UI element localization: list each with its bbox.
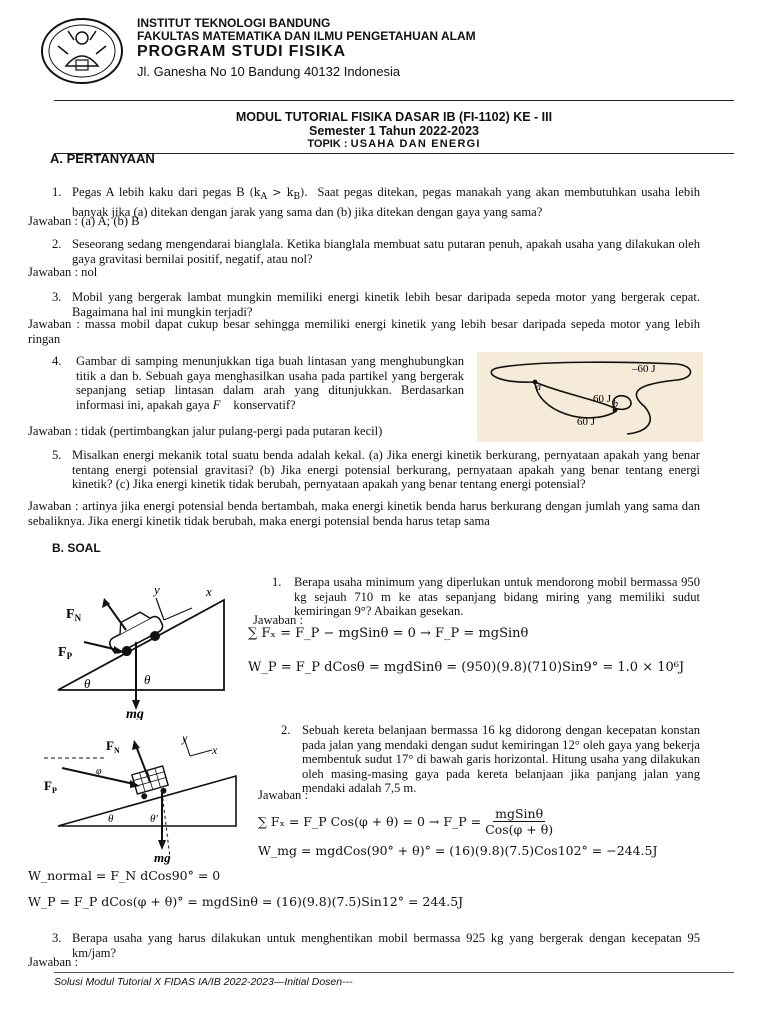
s2-eq1-lhs: ∑ Fₓ = F_P Cos(φ + θ) = 0 → F_P =: [258, 814, 482, 829]
s3-number: 3.: [52, 931, 62, 945]
answer-3: Jawaban : massa mobil dapat cukup besar sehingga memiliki energi kinetik yang lebih besar daripada sepeda motor yang lebih ringan: [28, 317, 700, 346]
question-5: Misalkan energi mekanik total suatu benda adalah kekal. (a) Jika energi kinetik berkurang, pernyataan apakah yang benar tentang energi potensial gravitasi? (b) Jika energi potensial berkurang, pernyataan apakah yang benar tentang energi kinetik? (c) Jika energi kinetik tidak berubah, pernyataan apakah yang benar tentang energi potensial?: [72, 448, 700, 492]
topic-label: TOPIK :: [307, 138, 348, 150]
q1-number: 1.: [52, 185, 62, 199]
s2-number: 2.: [281, 723, 291, 737]
label-minus-60j: –60 J: [632, 363, 656, 375]
module-title: MODUL TUTORIAL FISIKA DASAR IB (FI-1102) KE - III: [235, 110, 553, 124]
header-rule: [54, 100, 734, 101]
label-60j-upper: 60 J: [593, 393, 612, 405]
s2-eq1-fraction: [485, 806, 553, 837]
answer-5: Jawaban : artinya jika energi potensial benda bertambah, maka energi kinetik benda harus berkurang dengan jumlah yang sama dan sebaliknya. Jika energi kinetik tidak berubah, maka energi potensial benda harus tetap sama: [28, 499, 700, 528]
topic-line: [54, 138, 734, 150]
footer-text: Solusi Modul Tutorial X FIDAS IA/IB 2022-2023—Initial Dosen---: [54, 976, 353, 988]
x-axis-label: x: [206, 584, 212, 599]
fp-label: $F_P$: [58, 645, 73, 661]
question-4: Gambar di samping menunjukkan tiga buah lintasan yang menghubungkan titik a dan b. Sebuah gaya menghasilkan usaha pada partikel yang bergerak sepanjang setiap lintasan dalam arah yang ditunjukkan. Berdasarkan informasi ini, apakah gaya F⃗ konservatif?: [76, 354, 464, 412]
s2-equation-1: [258, 806, 553, 837]
soal-2: Sebuah kereta belanjaan bermassa 16 kg didorong dengan kecepatan konstan pada jalan yang mendaki dengan sudut kemiringan 12° oleh gaya yang bekerja membentuk sudut 17° di bawah garis horizontal. Hitung usaha yang dilakukan oleh masing-masing gaya pada kereta belanjaan jika panjang jalan yang mendaki adalah 7,5 m.: [302, 723, 700, 796]
itb-logo: [38, 16, 126, 86]
s2-eq1-denominator: Cos(φ + θ): [485, 822, 554, 837]
s1-equation-2: W_P = F_P dCosθ = mgdSinθ = (950)(9.8)(710)Sin9° = 1.0 × 10⁶J: [248, 660, 685, 675]
theta-label-3: θ: [108, 813, 114, 825]
question-1: Pegas A lebih kaku dari pegas B $(k_A > k_B)$. Saat pegas ditekan, pegas manakah yang akan membutuhkan usaha lebih banyak jika (a) ditekan dengan jarak yang sama dan (b) jika ditekan dengan gaya yang sama?: [72, 185, 700, 219]
paths-figure: [477, 352, 703, 442]
fn-label: $F_N$: [66, 607, 82, 623]
label-60j-lower: 60 J: [577, 416, 596, 428]
s2-equation-3: W_normal = F_N dCos90° = 0: [28, 868, 221, 883]
s2-answer-label: Jawaban :: [258, 788, 309, 802]
faculty-name: FAKULTAS MATEMATIKA DAN ILMU PENGETAHUAN ALAM: [137, 29, 476, 43]
topic: USAHA DAN ENERGI: [350, 138, 481, 150]
s3-answer-label: Jawaban :: [28, 955, 79, 969]
point-b-label: b: [613, 399, 618, 410]
s2-eq1-numerator: mgSinθ: [495, 806, 544, 821]
institute-name: INSTITUT TEKNOLOGI BANDUNG: [137, 16, 331, 30]
s2-equation-4: W_P = F_P dCos(φ + θ)° = mgdSinθ = (16)(9.8)(7.5)Sin12° = 244.5J: [28, 894, 464, 909]
question-3: Mobil yang bergerak lambat mungkin memiliki energi kinetik lebih besar daripada sepeda motor yang bergerak cepat. Bagaimana hal ini mungkin terjadi?: [72, 290, 700, 319]
q5-number: 5.: [52, 448, 62, 462]
address: Jl. Ganesha No 10 Bandung 40132 Indonesia: [137, 64, 401, 79]
fp-label-2: $F_P$: [44, 778, 57, 795]
title-rule: [54, 153, 734, 154]
answer-2: Jawaban : nol: [28, 265, 98, 279]
incline-cart-figure: [40, 730, 240, 866]
q4-number: 4.: [52, 354, 62, 368]
answer-1: Jawaban : (a) A; (b) B: [28, 214, 140, 228]
y-axis-label-2: y: [182, 731, 188, 745]
s1-answer-label: Jawaban :: [253, 613, 304, 627]
theta-label-1: θ: [84, 676, 91, 691]
semester: Semester 1 Tahun 2022-2023: [308, 124, 479, 138]
y-axis-label: y: [154, 582, 160, 597]
point-a-label: a: [536, 382, 541, 393]
theta-prime-label: θ': [150, 813, 158, 825]
phi-label: φ: [96, 766, 102, 777]
footer-rule: [54, 972, 734, 973]
soal-1: Berapa usaha minimum yang diperlukan untuk mendorong mobil bermassa 950 kg sejauh 710 m ke atas sepanjang bidang miring yang memiliki sudut kemiringan 9°? Abaikan gesekan.: [294, 575, 700, 619]
mg-label: mg: [126, 707, 144, 720]
answer-4: Jawaban : tidak (pertimbangkan jalur pulang-pergi pada putaran kecil): [28, 424, 383, 438]
incline-car-figure: [44, 580, 244, 720]
question-2: Seseorang sedang mengendarai bianglala. Ketika bianglala membuat satu putaran penuh, apakah usaha yang dilakukan oleh gaya gravitasi bernilai positif, negatif, atau nol?: [72, 237, 700, 266]
theta-label-2: θ: [144, 672, 151, 687]
q3-number: 3.: [52, 290, 62, 304]
mg-label-2: mg: [154, 850, 171, 865]
fn-label-2: $F_N$: [106, 738, 120, 755]
q2-number: 2.: [52, 237, 62, 251]
s1-number: 1.: [272, 575, 282, 589]
soal-3: Berapa usaha yang harus dilakukan untuk menghentikan mobil bermassa 925 kg yang bergerak dengan kecepatan 95 km/jam?: [72, 931, 700, 960]
program-name: PROGRAM STUDI FISIKA: [137, 43, 346, 60]
section-b-heading: B. SOAL: [52, 541, 101, 555]
s1-equation-1: ∑ Fₓ = F_P − mgSinθ = 0 → F_P = mgSinθ: [248, 626, 529, 641]
section-a-heading: A. PERTANYAAN: [50, 151, 155, 166]
s2-equation-2: W_mg = mgdCos(90° + θ)° = (16)(9.8)(7.5)Cos102° = −244.5J: [258, 843, 658, 858]
x-axis-label-2: x: [212, 743, 218, 757]
